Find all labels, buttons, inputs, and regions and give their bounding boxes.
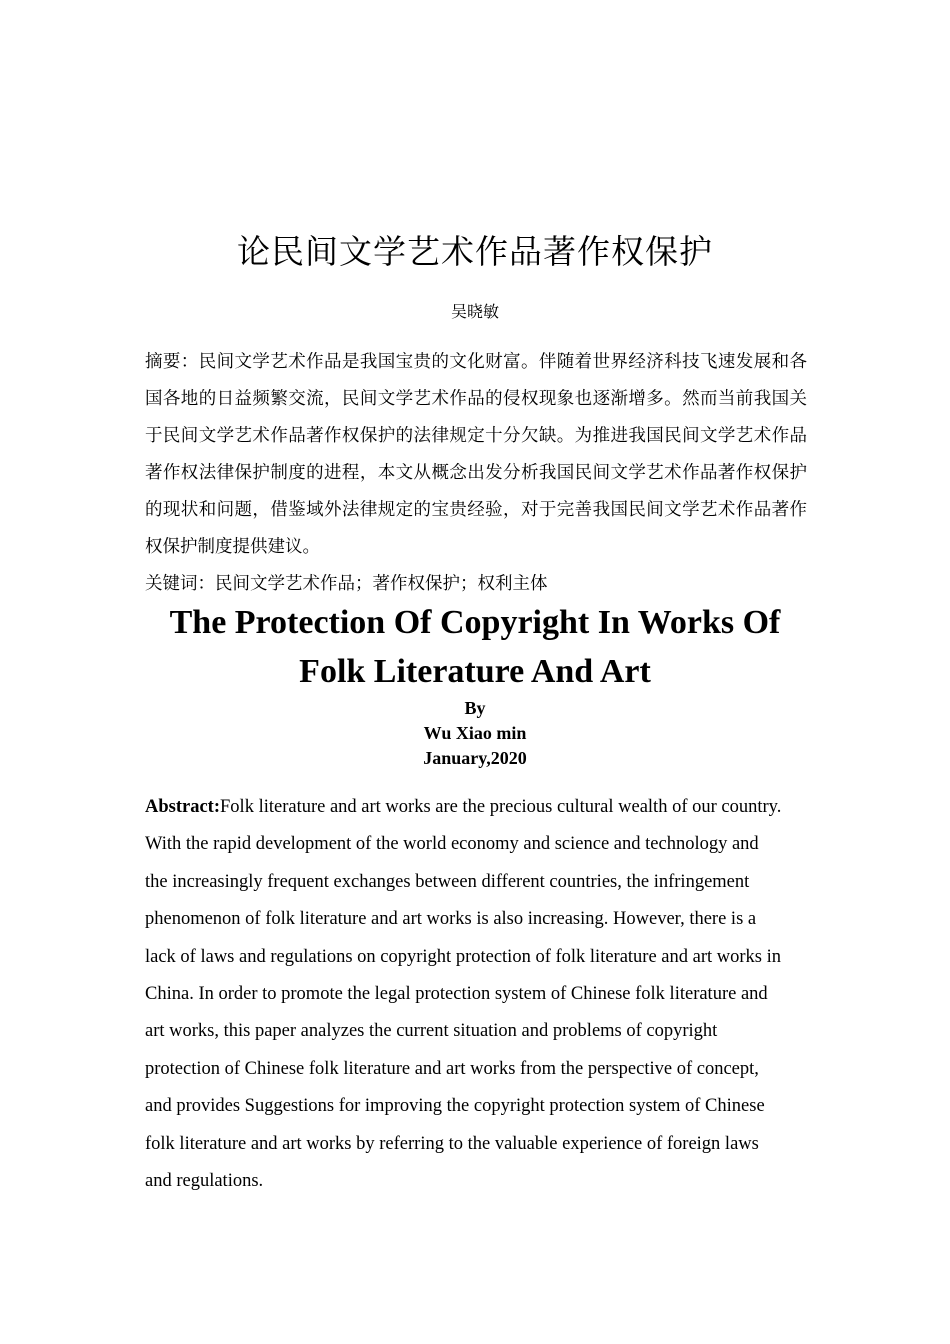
chinese-keywords-label: 关键词： — [145, 574, 215, 594]
english-abstract-line: and provides Suggestions for improving the copyright protection system of Chinese — [145, 1096, 765, 1117]
english-abstract-line: protection of Chinese folk literature and art works from the perspective of concept, — [145, 1058, 759, 1079]
english-abstract-line: Abstract:Folk literature and art works are the precious cultural wealth of our country. — [145, 797, 782, 817]
english-title — [0, 598, 950, 696]
chinese-author: 吴晓敏 — [450, 302, 499, 321]
english-title-line-2: Folk Literature And Art — [299, 653, 651, 690]
english-abstract-line: lack of laws and regulations on copyright protection of folk literature and art works in — [145, 946, 782, 967]
english-by: By — [464, 698, 486, 718]
chinese-abstract-label: 摘要： — [145, 352, 199, 372]
english-abstract-line: China. In order to promote the legal protection system of Chinese folk literature and — [145, 984, 768, 1005]
chinese-keywords — [145, 570, 807, 598]
english-abstract-line: phenomenon of folk literature and art works is also increasing. However, there is a — [145, 909, 757, 930]
english-date: January,2020 — [423, 748, 527, 768]
english-abstract-line: and regulations. — [145, 1171, 264, 1192]
english-abstract-line: the increasingly frequent exchanges between different countries, the infringement — [145, 871, 750, 892]
english-abstract-line: With the rapid development of the world economy and science and technology and — [145, 834, 759, 855]
chinese-title: 论民间文学艺术作品著作权保护 — [237, 232, 713, 271]
english-author: Wu Xiao min — [423, 723, 527, 743]
english-abstract-label: Abstract: — [145, 797, 221, 817]
english-abstract-line: folk literature and art works by referring to the valuable experience of foreign laws — [145, 1133, 759, 1154]
english-abstract — [145, 789, 807, 1200]
english-abstract-line: art works, this paper analyzes the current situation and problems of copyright — [145, 1021, 718, 1042]
english-title-line-1: The Protection Of Copyright In Works Of — [169, 604, 781, 641]
chinese-abstract — [145, 344, 807, 566]
chinese-keywords-text: 民间文学艺术作品；著作权保护；权利主体 — [215, 574, 548, 594]
chinese-abstract-text: 民间文学艺术作品是我国宝贵的文化财富。伴随着世界经济科技飞速发展和各国各地的日益频繁交流，民间文学艺术作品的侵权现象也逐渐增多。然而当前我国关于民间文学艺术作品著作权保护的法律规定十分欠缺。为推进我国民间文学艺术作品著作权法律保护制度的进程，本文从概念出发分析我国民间文学艺术作品著作权保护的现状和问题，借鉴域外法律规定的宝贵经验，对于完善我国民间文学艺术作品著作权保护制度提供建议。 — [145, 352, 808, 557]
